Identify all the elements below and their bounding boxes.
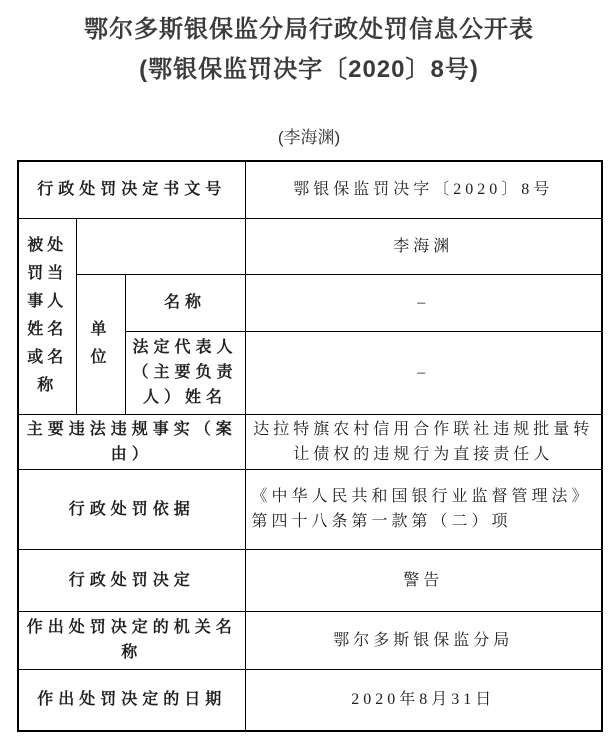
title-line-1: 鄂尔多斯银保监分局行政处罚信息公开表	[84, 16, 534, 43]
row-basis	[18, 469, 602, 549]
party-individual-name-value: 李海渊	[245, 218, 602, 274]
basis-value: 《中华人民共和国银行业监督管理法》第四十八条第一款第（二）项	[245, 469, 602, 549]
title-line-2: (鄂银保监罚决字〔2020〕8号)	[139, 56, 479, 83]
legal-rep-label: 法定代表人（主要负责人）姓名	[125, 331, 245, 414]
document-subtitle: (李海渊)	[277, 128, 341, 147]
facts-label: 主要违法违规事实（案由）	[18, 414, 245, 469]
row-unit-name	[18, 274, 602, 331]
basis-label: 行政处罚依据	[18, 469, 245, 549]
unit-name-value: –	[245, 274, 602, 331]
row-decision	[18, 549, 602, 611]
party-individual-label-cell	[76, 218, 245, 274]
decision-label: 行政处罚决定	[18, 549, 245, 611]
document-title	[17, 10, 601, 90]
authority-value: 鄂尔多斯银保监分局	[245, 611, 602, 669]
row-doc-number	[18, 161, 602, 218]
penalty-info-table	[17, 160, 603, 732]
row-party-individual	[18, 218, 602, 274]
row-date	[18, 669, 602, 731]
doc-number-label: 行政处罚决定书文号	[18, 161, 245, 218]
authority-label: 作出处罚决定的机关名称	[18, 611, 245, 669]
row-authority	[18, 611, 602, 669]
date-value: 2020年8月31日	[245, 669, 602, 731]
legal-rep-value: –	[245, 331, 602, 414]
date-label: 作出处罚决定的日期	[18, 669, 245, 731]
unit-name-label: 名称	[125, 274, 245, 331]
row-facts	[18, 414, 602, 469]
doc-number-value: 鄂银保监罚决字〔2020〕8号	[245, 161, 602, 218]
facts-value: 达拉特旗农村信用合作联社违规批量转让债权的违规行为直接责任人	[245, 414, 602, 469]
decision-value: 警告	[245, 549, 602, 611]
unit-header: 单位	[76, 274, 125, 414]
party-header: 被处罚当事人姓名或名称	[18, 218, 76, 414]
